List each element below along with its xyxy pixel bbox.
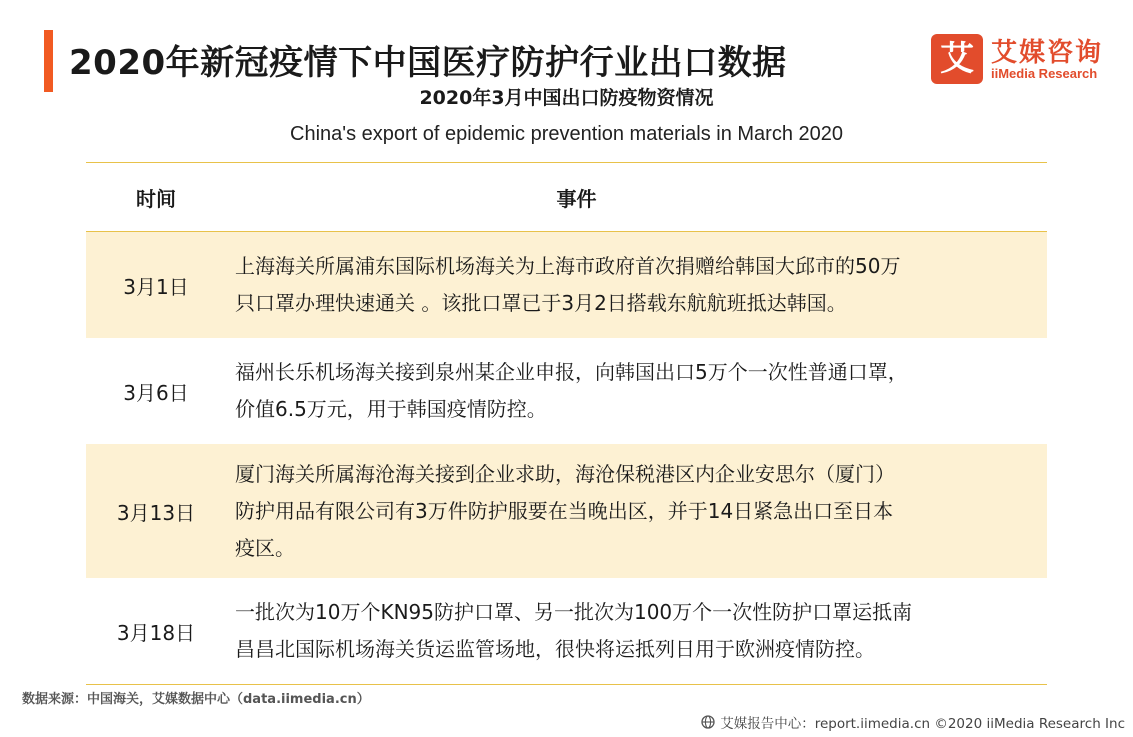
- row-event: [226, 354, 1047, 428]
- footer-text: 艾媒报告中心：report.iimedia.cn ©2020 iiMedia Research Inc: [720, 716, 1125, 732]
- table-row: [86, 232, 1047, 338]
- event-line: 疫区。: [235, 535, 295, 560]
- subtitle-english: China's export of epidemic prevention materials in March 2020: [290, 123, 843, 145]
- table-row: [86, 578, 1047, 685]
- logo-name-en: iiMedia Research: [991, 66, 1098, 81]
- export-events-table: [86, 162, 1047, 685]
- globe-icon: [701, 715, 715, 729]
- column-header-time: 时间: [136, 186, 176, 211]
- row-date: 3月6日: [123, 380, 189, 405]
- event-line: 防护用品有限公司有3万件防护服要在当晚出区，并于14日紧急出口至日本: [235, 498, 894, 523]
- row-event: [226, 456, 1047, 567]
- event-line: 厦门海关所属海沧海关接到企业求助，海沧保税港区内企业安思尔（厦门）: [235, 461, 895, 486]
- event-line: 福州长乐机场海关接到泉州某企业申报，向韩国出口5万个一次性普通口罩，: [235, 360, 908, 384]
- event-line: 一批次为10万个KN95防护口罩、另一批次为100万个一次性防护口罩运抵南: [235, 600, 913, 624]
- row-date: 3月1日: [123, 274, 189, 299]
- row-event: [226, 248, 1047, 322]
- table-row: [86, 444, 1047, 578]
- data-source-note: 数据来源：中国海关，艾媒数据中心（data.iimedia.cn）: [22, 692, 370, 707]
- footer-credit: [701, 712, 1125, 732]
- table-header: [86, 163, 1047, 232]
- table-row: [86, 338, 1047, 444]
- row-event: [226, 594, 1047, 668]
- event-line: 昌昌北国际机场海关货运监管场地，很快将运抵列日用于欧洲疫情防控。: [235, 637, 875, 661]
- subtitle-chinese: 2020年3月中国出口防疫物资情况: [419, 87, 714, 109]
- row-date: 3月18日: [116, 620, 196, 645]
- iimedia-logo: [931, 32, 1111, 84]
- row-date: 3月13日: [116, 500, 196, 525]
- event-line: 价值6.5万元，用于韩国疫情防控。: [235, 397, 547, 421]
- logo-mark: 艾: [931, 34, 983, 84]
- page-title: 2020年新冠疫情下中国医疗防护行业出口数据: [69, 43, 787, 83]
- event-line: 上海海关所属浦东国际机场海关为上海市政府首次捐赠给韩国大邱市的50万: [235, 254, 901, 278]
- column-header-event: 事件: [556, 186, 597, 211]
- logo-name-cn: 艾媒咨询: [991, 38, 1104, 68]
- event-line: 只口罩办理快速通关 。该批口罩已于3月2日搭载东航航班抵达韩国。: [235, 291, 847, 315]
